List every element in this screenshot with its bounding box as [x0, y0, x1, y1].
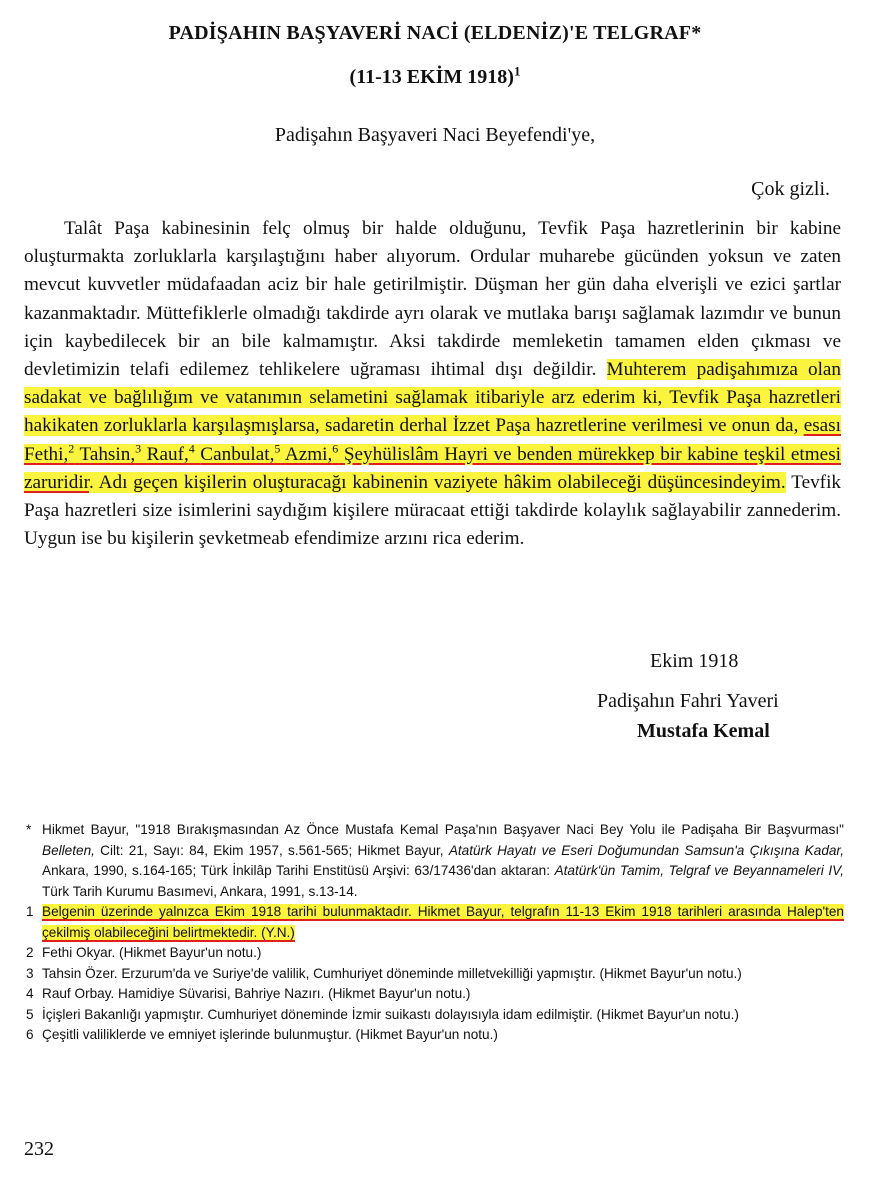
cabinet-name: esası Fethi,	[24, 415, 841, 465]
footnote-text: Cilt: 21, Sayı: 84, Ekim 1957, s.561-565; Hikmet Bayur,	[100, 842, 444, 858]
signature-name: Mustafa Kemal	[637, 720, 770, 742]
footnote-journal: Belleten,	[42, 842, 95, 858]
cabinet-name: Tahsin,	[79, 443, 136, 465]
cabinet-name: Azmi,	[284, 443, 333, 465]
footnote-ref-2: 2	[68, 441, 75, 456]
letter-body	[24, 215, 841, 553]
document-date-subtitle	[0, 63, 870, 89]
footnote-book-title: Atatürk'ün Tamim, Telgraf ve Beyannameleri IV,	[554, 863, 844, 878]
footnote-mark: 2	[26, 945, 34, 960]
footnote-text: Hikmet Bayur, "1918 Bırakışmasından Az Önce Mustafa Kemal Paşa'nın Başyaver Naci Bey Yolu ile Padişaha Bir Başvurması"	[42, 822, 844, 837]
footnote-1	[26, 902, 844, 943]
footnote-mark: 5	[26, 1006, 34, 1022]
footnote-text: Tahsin Özer. Erzurum'da ve Suriye'de valilik, Cumhuriyet döneminde milletvekilliği yapmıştır. (Hikmet Bayur'un notu.)	[42, 965, 742, 981]
footnote-mark: 6	[26, 1027, 34, 1042]
letter-date: Ekim 1918	[650, 650, 739, 672]
body-sentence: Tevfik Paşa hazretleri size isimlerini saydığım kişilere müracaat ettiği takdirde kolaylık sağlayabilir zannederim. Uygun ise bu kişilerin şevketmeab efendimize arzını rica ederim.	[24, 471, 841, 550]
footnote-text: İçişleri Bakanlığı yapmıştır. Cumhuriyet döneminde İzmir suikastı dolayısıyla idam edilmiştir. (Hikmet Bayur'un notu.)	[42, 1006, 739, 1022]
body-sentence: Şeyhülislâm Hayri ve benden mürekkep bir kabine teşkil etmesi zaruridir	[24, 443, 841, 493]
footnote-3	[26, 964, 844, 985]
footnote-text: Fethi Okyar. (Hikmet Bayur'un notu.)	[42, 945, 262, 960]
footnote-ref-3: 3	[135, 441, 142, 456]
footnote-mark: 3	[26, 965, 34, 981]
footnote-ref-4: 4	[188, 441, 195, 456]
cabinet-name: Rauf,	[146, 443, 189, 465]
cabinet-name: Canbulat,	[200, 443, 275, 465]
footnote-mark: 1	[26, 904, 34, 919]
signature-title: Padişahın Fahri Yaveri	[597, 690, 779, 712]
footnote-mark: *	[26, 822, 32, 837]
footnote-text: Rauf Orbay. Hamidiye Süvarisi, Bahriye Nazırı. (Hikmet Bayur'un notu.)	[42, 986, 471, 1001]
body-sentence: Muhterem padişahımıza olan sadakat ve bağlılığım ve vatanımın selametini sağlamak itibariyle arz ederim ki, Tevfik Paşa hazretleri hakikaten zorluklarla karşılaşmışlarsa, sadaretin derhal İzzet Paşa hazretlerine verilmesi ve onun da,	[24, 359, 842, 437]
footnote-text: Ankara, 1990, s.164-165; Türk İnkilâp Tarihi Enstitüsü Arşivi: 63/17436'dan aktaran:	[42, 863, 550, 878]
footnote-mark: 4	[26, 986, 34, 1001]
body-sentence: Talât Paşa kabinesinin felç olmuş bir halde olduğunu, Tevfik Paşa hazretlerinin bir kabine oluşturmakta zorluklarla karşılaştığını haber alıyorum. Ordular muharebe gücünden yoksun ve zaten mevcut kuvvetler müdafaadan aciz bir hale getirilmiştir. Düşman her gün daha elverişli ve ezici şartlar kazanmaktadır. Müttefiklerle olmadığı takdirde ayrı olarak ve mutlaka barışı sağlamak lazımdır ve bunun için kaybedilecek bir an bile kalmamıştır. Aksi takdirde memleketin tamamen elden çıkması ve devletimizin telafi edilemez tehlikelere uğraması ihtimal dışı değildir.	[24, 218, 841, 381]
document-title: PADİŞAHIN BAŞYAVERİ NACİ (ELDENİZ)'E TELGRAF*	[168, 22, 702, 44]
footnote-ref-5: 5	[274, 441, 281, 456]
footnote-2	[26, 943, 844, 964]
page-number: 232	[24, 1138, 54, 1160]
salutation: Padişahın Başyaveri Naci Beyefendi'ye,	[274, 124, 596, 146]
footnote-ref-6: 6	[332, 441, 339, 456]
subtitle-text: (11-13 EKİM 1918)	[349, 66, 514, 88]
footnote-text: Çeşitli valiliklerde ve emniyet işlerinde bulunmuştur. (Hikmet Bayur'un notu.)	[42, 1027, 498, 1042]
footnote-5	[26, 1005, 844, 1026]
footnote-text: Türk Tarih Kurumu Basımevi, Ankara, 1991, s.13-14.	[42, 883, 358, 899]
footnote-ref-1: 1	[513, 63, 521, 79]
footnote-4	[26, 984, 844, 1005]
footnote-text-highlighted: Belgenin üzerinde yalnızca Ekim 1918 tarihi bulunmaktadır. Hikmet Bayur, telgrafın 11-13 Ekim 1918 tarihleri arasında Halep'ten çekilmiş olabileceğini belirtmektedir. (Y.N.)	[42, 904, 844, 940]
footnotes-section	[26, 820, 844, 1046]
footnote-book-title: Atatürk Hayatı ve Eseri Doğumundan Samsun'a Çıkışına Kadar,	[448, 842, 844, 858]
body-sentence: . Adı geçen kişilerin oluşturacağı kabinenin vaziyete hâkim olabileceği düşüncesindeyim.	[89, 471, 786, 493]
footnote-6	[26, 1025, 844, 1046]
classification-label: Çok gizli.	[751, 178, 830, 200]
footnote-star	[26, 820, 844, 902]
